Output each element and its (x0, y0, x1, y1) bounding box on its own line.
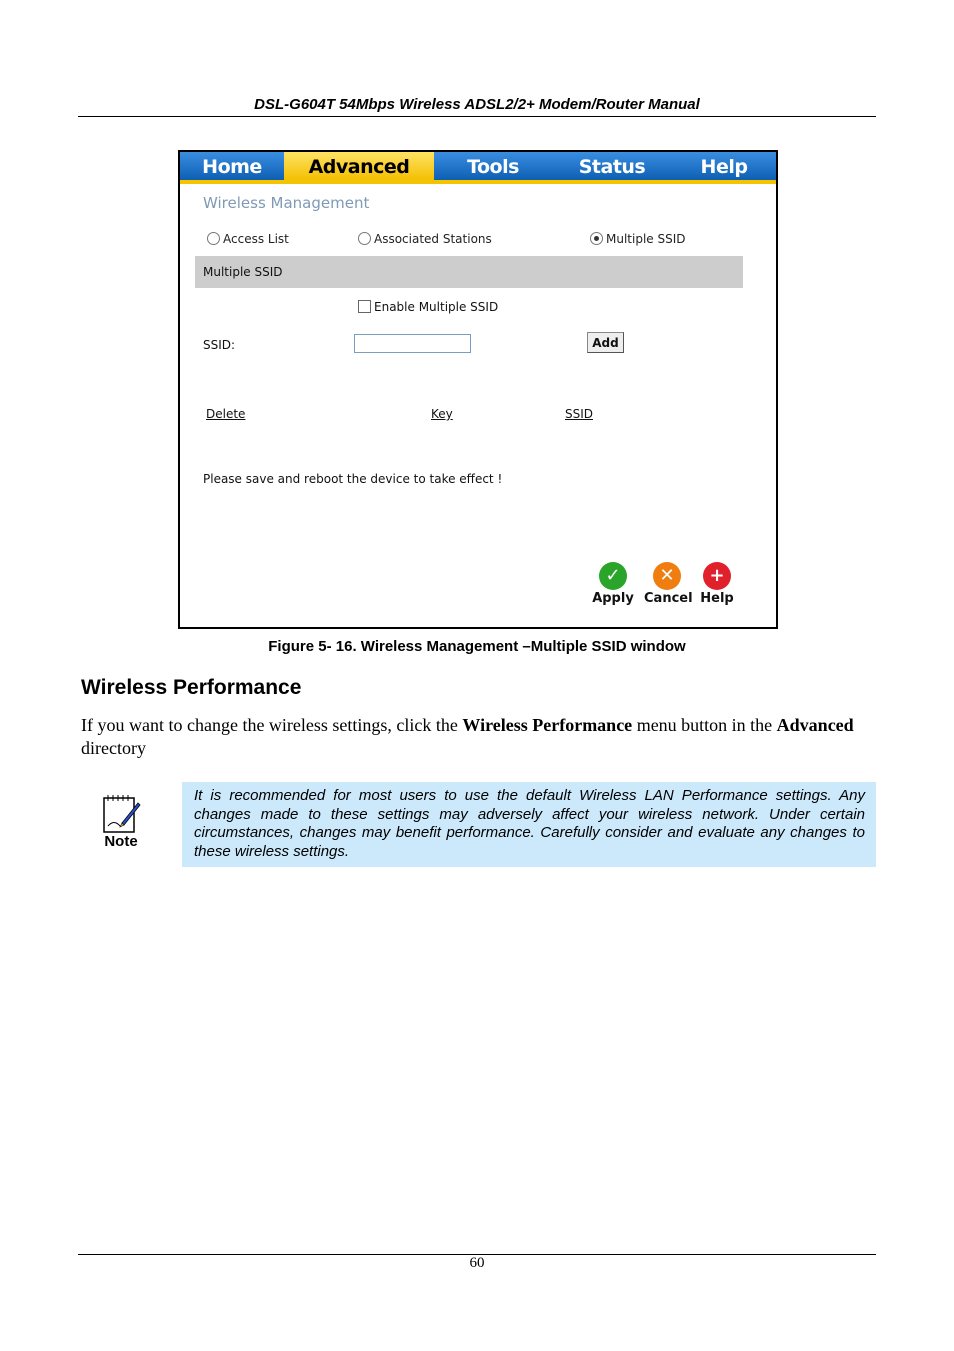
radio-icon[interactable] (207, 232, 220, 245)
tab-status[interactable]: Status (552, 152, 674, 180)
section-title: Wireless Management (203, 194, 370, 212)
checkbox-label: Enable Multiple SSID (374, 300, 499, 314)
enable-multiple-ssid[interactable] (358, 300, 498, 314)
tab-help[interactable]: Help (672, 152, 776, 180)
router-ui-screenshot (178, 150, 778, 629)
ssid-input[interactable] (354, 334, 471, 353)
radio-selected-icon[interactable] (590, 232, 603, 245)
tab-home[interactable]: Home (180, 152, 286, 180)
check-icon: ✓ (599, 562, 627, 590)
column-delete[interactable]: Delete (206, 407, 246, 421)
page-number: 60 (469, 1255, 485, 1271)
radio-label: Associated Stations (374, 232, 492, 246)
header-rule (78, 116, 876, 117)
checkbox-icon[interactable] (358, 300, 371, 313)
note-label: Note (104, 833, 138, 850)
para-bold: Wireless Performance (462, 715, 633, 735)
note-box: It is recommended for most users to use the default Wireless LAN Performance settings. Any changes made to these settings may adversely affect your wireless network. Under certain circumstances, changes may benefit performance. Carefully consider and evaluate any changes to these wireless settings. (182, 782, 876, 867)
column-key[interactable]: Key (431, 407, 453, 421)
cancel-button[interactable] (644, 562, 693, 606)
help-label: Help (700, 591, 734, 606)
multiple-ssid-bar: Multiple SSID (195, 256, 743, 288)
radio-associated-stations[interactable] (358, 232, 492, 246)
cancel-label: Cancel (644, 591, 693, 606)
para-text: If you want to change the wireless settings, click the (81, 715, 463, 735)
figure-caption: Figure 5- 16. Wireless Management –Multiple SSID window (268, 638, 686, 655)
body-paragraph (81, 714, 871, 760)
section-heading: Wireless Performance (81, 676, 302, 699)
para-bold: Advanced (776, 715, 854, 735)
radio-access-list[interactable] (207, 232, 289, 246)
reboot-notice: Please save and reboot the device to take effect ! (203, 472, 503, 486)
manual-header-title: DSL-G604T 54Mbps Wireless ADSL2/2+ Modem/Router Manual (254, 96, 700, 113)
column-ssid[interactable]: SSID (565, 407, 594, 421)
apply-button[interactable] (590, 562, 636, 606)
tab-advanced[interactable]: Advanced (284, 152, 436, 180)
notepad-icon (100, 793, 142, 835)
para-text: directory (81, 738, 146, 758)
ssid-label: SSID: (203, 338, 236, 352)
radio-icon[interactable] (358, 232, 371, 245)
para-text: menu button in the (632, 715, 777, 735)
plus-icon: + (703, 562, 731, 590)
apply-label: Apply (592, 591, 634, 606)
help-button[interactable] (694, 562, 740, 606)
cross-icon: ✕ (653, 562, 681, 590)
nav-underline (180, 180, 776, 184)
radio-label: Multiple SSID (606, 232, 686, 246)
radio-multiple-ssid[interactable] (590, 232, 686, 246)
radio-label: Access List (223, 232, 289, 246)
add-button[interactable]: Add (587, 332, 624, 353)
tab-tools[interactable]: Tools (434, 152, 554, 180)
